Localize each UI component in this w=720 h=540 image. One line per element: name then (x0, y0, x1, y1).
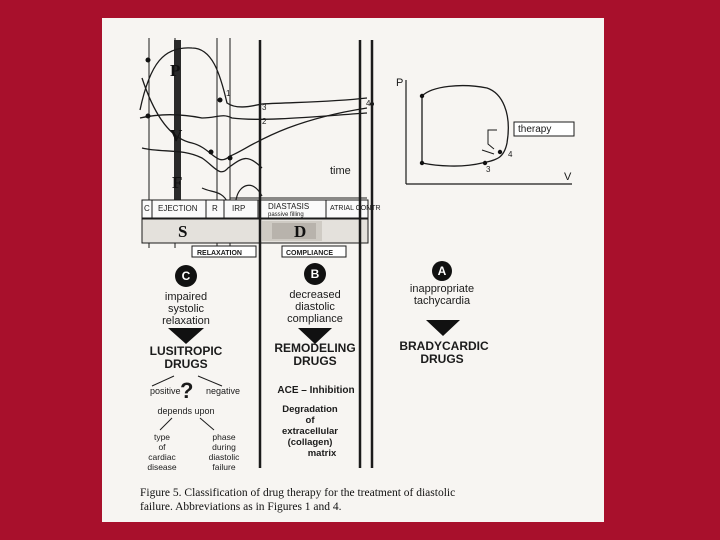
phase-irp: IRP (232, 204, 246, 213)
a-line-1: inappropriate (409, 283, 475, 295)
therapy-label: therapy (518, 124, 552, 135)
b-deg-4: (collagen) (287, 437, 333, 448)
c-depends: depends upon (157, 406, 215, 416)
c-line-3: relaxation (162, 315, 210, 327)
loop-volume-axis: V (564, 171, 572, 183)
c-left-4: disease (147, 462, 177, 472)
loop-point-3: 3 (486, 165, 491, 174)
scanned-figure (102, 18, 604, 522)
c-line-1: impaired (164, 291, 208, 303)
arrow-down-a (426, 320, 460, 336)
badge-a-letter: A (437, 264, 447, 278)
b-drug-1: REMODELING (274, 341, 356, 355)
point-4-label: 4 (366, 99, 371, 108)
arrow-down-c (168, 328, 204, 344)
c-right-4: failure (212, 462, 236, 472)
column-a (399, 261, 489, 366)
diastolic-therapy-diagram (102, 18, 604, 522)
systole-diastole-band (142, 219, 368, 243)
a-drug-1: BRADYCARDIC (399, 339, 489, 353)
pressure-label: P (170, 61, 181, 80)
caption-line-2: failure. Abbreviations as in Figures 1 and 4. (140, 501, 342, 513)
column-b (274, 263, 355, 459)
c-drug-1: LUSITROPIC (149, 344, 223, 358)
badge-b-letter: B (310, 267, 320, 281)
diastole-label: D (294, 222, 307, 241)
phase-diastasis-sub: passive filling (268, 212, 304, 218)
a-drug-2: DRUGS (420, 352, 464, 366)
a-line-2: tachycardia (413, 295, 471, 307)
b-drug-2: DRUGS (293, 354, 337, 368)
relaxation-label: RELAXATION (197, 250, 242, 257)
c-question: ? (180, 378, 194, 403)
point-2-label: 2 (262, 117, 267, 126)
c-positive: positive (150, 386, 181, 396)
c-left-1: type (153, 432, 171, 442)
b-deg-5: matrix (307, 448, 337, 459)
phase-atrial-contraction: ATRIAL CONTR (330, 205, 381, 212)
loop-point-4: 4 (508, 150, 513, 159)
compliance-label: COMPLIANCE (286, 250, 334, 257)
b-deg-1: Degradation (282, 404, 338, 415)
c-left-3: cardiac (148, 452, 176, 462)
phase-r: R (212, 204, 218, 213)
c-negative: negative (206, 386, 241, 396)
flow-label: F (172, 173, 183, 192)
b-deg-3: extracellular (282, 426, 338, 437)
volume-label: V (170, 126, 183, 145)
phase-c: C (144, 204, 150, 213)
cardiac-phase-strip (142, 200, 381, 218)
c-right-3: diastolic (208, 452, 240, 462)
b-deg-2: of (305, 415, 315, 426)
time-axis-label: time (330, 165, 351, 177)
c-drug-2: DRUGS (164, 357, 208, 371)
caption-line-1: Figure 5. Classification of drug therapy for the treatment of diastolic (140, 487, 456, 499)
b-line-2: diastolic (295, 301, 335, 313)
loop-pressure-axis: P (396, 77, 404, 89)
point-3-label: 3 (262, 103, 267, 112)
systole-label: S (178, 222, 188, 241)
phase-diastasis: DIASTASIS (268, 202, 310, 211)
b-ace: ACE – Inhibition (277, 385, 355, 396)
b-line-3: compliance (287, 313, 343, 325)
c-line-2: systolic (167, 303, 205, 315)
column-c (147, 265, 240, 472)
badge-c-letter: C (181, 269, 191, 283)
b-line-1: decreased (289, 289, 341, 301)
point-1-label: 1 (226, 89, 231, 98)
c-right-2: during (212, 442, 236, 452)
c-right-1: phase (212, 432, 236, 442)
c-left-2: of (158, 442, 166, 452)
phase-ejection: EJECTION (158, 204, 198, 213)
